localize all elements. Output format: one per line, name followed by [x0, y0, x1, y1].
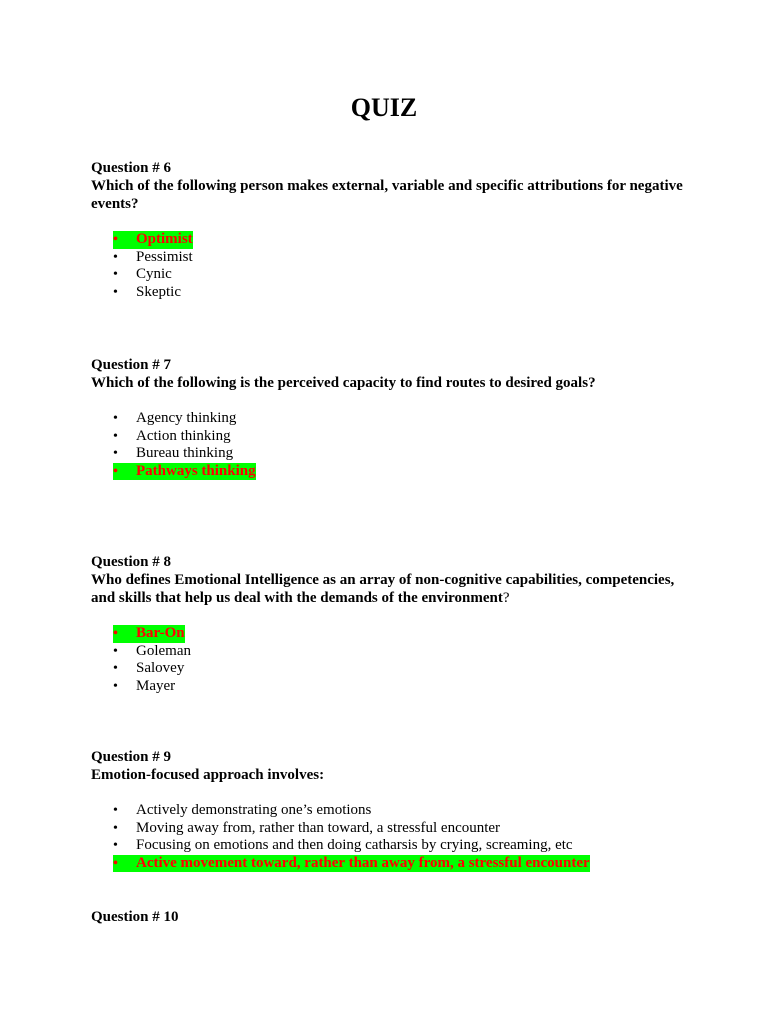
- question-text: [91, 571, 691, 607]
- answer-options: [91, 802, 691, 872]
- question-number: Question # 7: [91, 357, 172, 373]
- answer-options: [91, 410, 691, 480]
- answer-options: [91, 231, 691, 301]
- answer-option-correct: [91, 855, 691, 873]
- answer-option: [91, 802, 691, 820]
- answer-option-label: Salovey: [136, 660, 185, 677]
- answer-option-label: Optimist: [136, 231, 193, 247]
- question-block: [91, 908, 691, 926]
- question-block: [91, 748, 691, 872]
- answer-option: [91, 660, 691, 678]
- answer-option: [91, 820, 691, 838]
- question-number: Question # 10: [91, 909, 179, 925]
- answer-option-label: Bureau thinking: [136, 445, 234, 462]
- answer-option: [91, 249, 691, 267]
- bullet-dot-icon: •: [113, 284, 118, 300]
- answer-option-label: Cynic: [136, 266, 172, 283]
- answer-option-label: Focusing on emotions and then doing catharsis by crying, screaming, etc: [136, 837, 573, 854]
- question-text-main: Which of the following person makes external, variable and specific attributions for negative events?: [91, 178, 683, 212]
- answer-option-label: Pessimist: [136, 248, 193, 265]
- bullet-dot-icon: •: [113, 855, 118, 871]
- answer-option-label: Skeptic: [136, 283, 181, 300]
- answer-option-label: Bar-On: [136, 625, 185, 641]
- question-block: [91, 159, 691, 301]
- bullet-dot-icon: •: [113, 463, 118, 479]
- answer-option-correct: [91, 625, 691, 643]
- question-number: Question # 8: [91, 554, 172, 570]
- bullet-dot-icon: •: [113, 446, 118, 462]
- answer-option-label: Mayer: [136, 677, 176, 694]
- bullet-dot-icon: •: [113, 678, 118, 694]
- answer-option-label: Actively demonstrating one’s emotions: [136, 802, 372, 818]
- question-number: Question # 9: [91, 749, 172, 765]
- bullet-dot-icon: •: [113, 232, 118, 247]
- bullet-dot-icon: •: [113, 643, 118, 659]
- answer-option: [91, 643, 691, 661]
- answer-option-correct: [91, 231, 691, 249]
- answer-option: [91, 428, 691, 446]
- bullet-dot-icon: •: [113, 661, 118, 677]
- answer-option: [91, 678, 691, 696]
- bullet-dot-icon: •: [113, 626, 118, 641]
- bullet-dot-icon: •: [113, 428, 118, 444]
- answer-option: [91, 266, 691, 284]
- answer-option-label: Action thinking: [136, 427, 231, 444]
- question-text: [91, 374, 691, 392]
- answer-option-label: Pathways thinking: [136, 462, 256, 479]
- page-title: QUIZ: [350, 93, 418, 122]
- bullet-dot-icon: •: [113, 249, 118, 265]
- question-text: [91, 177, 691, 213]
- question-number: Question # 6: [91, 160, 172, 176]
- answer-option-label: Active movement toward, rather than away from, a stressful encounter: [136, 854, 590, 871]
- answer-option-label: Moving away from, rather than toward, a stressful encounter: [136, 819, 501, 836]
- answer-option-label: Goleman: [136, 642, 191, 659]
- bullet-dot-icon: •: [113, 838, 118, 854]
- answer-option-label: Agency thinking: [136, 410, 237, 426]
- question-block: [91, 553, 691, 695]
- question-text-main: Who defines Emotional Intelligence as an array of non-cognitive capabilities, competencies, and skills that help us deal with the demands of the environment: [91, 572, 675, 606]
- bullet-dot-icon: •: [113, 411, 118, 426]
- answer-option-correct: [91, 463, 691, 481]
- answer-option: [91, 837, 691, 855]
- question-text: [91, 766, 691, 784]
- question-block: [91, 356, 691, 480]
- answer-option: [91, 410, 691, 428]
- answer-option: [91, 445, 691, 463]
- question-text-suffix: ?: [502, 590, 510, 606]
- bullet-dot-icon: •: [113, 267, 118, 283]
- answer-option: [91, 284, 691, 302]
- bullet-dot-icon: •: [113, 820, 118, 836]
- question-text-main: Emotion-focused approach involves:: [91, 767, 325, 783]
- answer-options: [91, 625, 691, 695]
- question-text-main: Which of the following is the perceived capacity to find routes to desired goals?: [91, 375, 596, 391]
- bullet-dot-icon: •: [113, 803, 118, 818]
